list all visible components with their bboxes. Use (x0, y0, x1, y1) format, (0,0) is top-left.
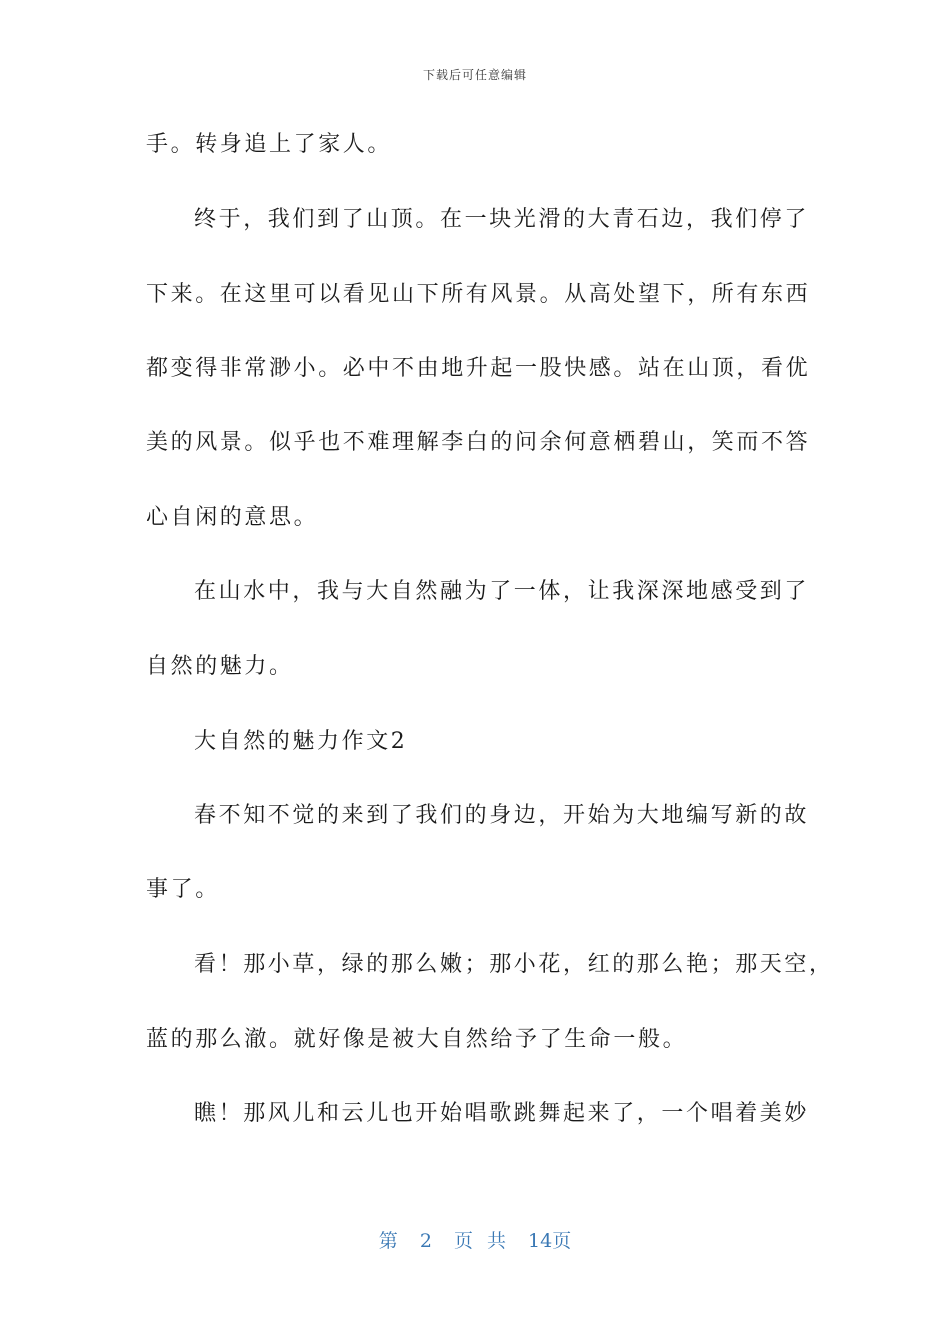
footer-current-page: 2 (419, 1230, 432, 1252)
footer-total-pages: 14页 (528, 1230, 572, 1252)
footer-prefix: 第 (378, 1230, 398, 1252)
text-line: 春不知不觉的来到了我们的身边，开始为大地编写新的故 (194, 803, 810, 828)
page-header-note: 下载后可任意编辑 (422, 68, 527, 82)
section-title: 大自然的魅力作文2 (194, 729, 408, 754)
text-line: 都变得非常渺小。必中不由地升起一股快感。站在山顶，看优 (146, 356, 811, 381)
text-line: 事了。 (146, 877, 220, 902)
text-line: 在山水中，我与大自然融为了一体，让我深深地感受到了 (194, 579, 810, 604)
text-line: 心自闲的意思。 (146, 505, 319, 530)
text-line: 看！那小草，绿的那么嫩；那小花，红的那么艳；那天空， (194, 952, 834, 977)
page-number-footer (0, 1226, 950, 1253)
text-line: 美的风景。似乎也不难理解李白的问余何意栖碧山，笑而不答 (146, 430, 811, 455)
text-line: 自然的魅力。 (146, 654, 294, 679)
text-line: 手。转身追上了家人。 (146, 132, 393, 157)
text-line: 下来。在这里可以看见山下所有风景。从高处望下，所有东西 (146, 282, 811, 307)
footer-middle: 页 共 (453, 1230, 506, 1252)
text-line: 蓝的那么澈。就好像是被大自然给予了生命一般。 (146, 1027, 688, 1052)
text-line: 终于，我们到了山顶。在一块光滑的大青石边，我们停了 (194, 207, 810, 232)
text-line: 瞧！那风儿和云儿也开始唱歌跳舞起来了，一个唱着美妙 (194, 1101, 810, 1126)
